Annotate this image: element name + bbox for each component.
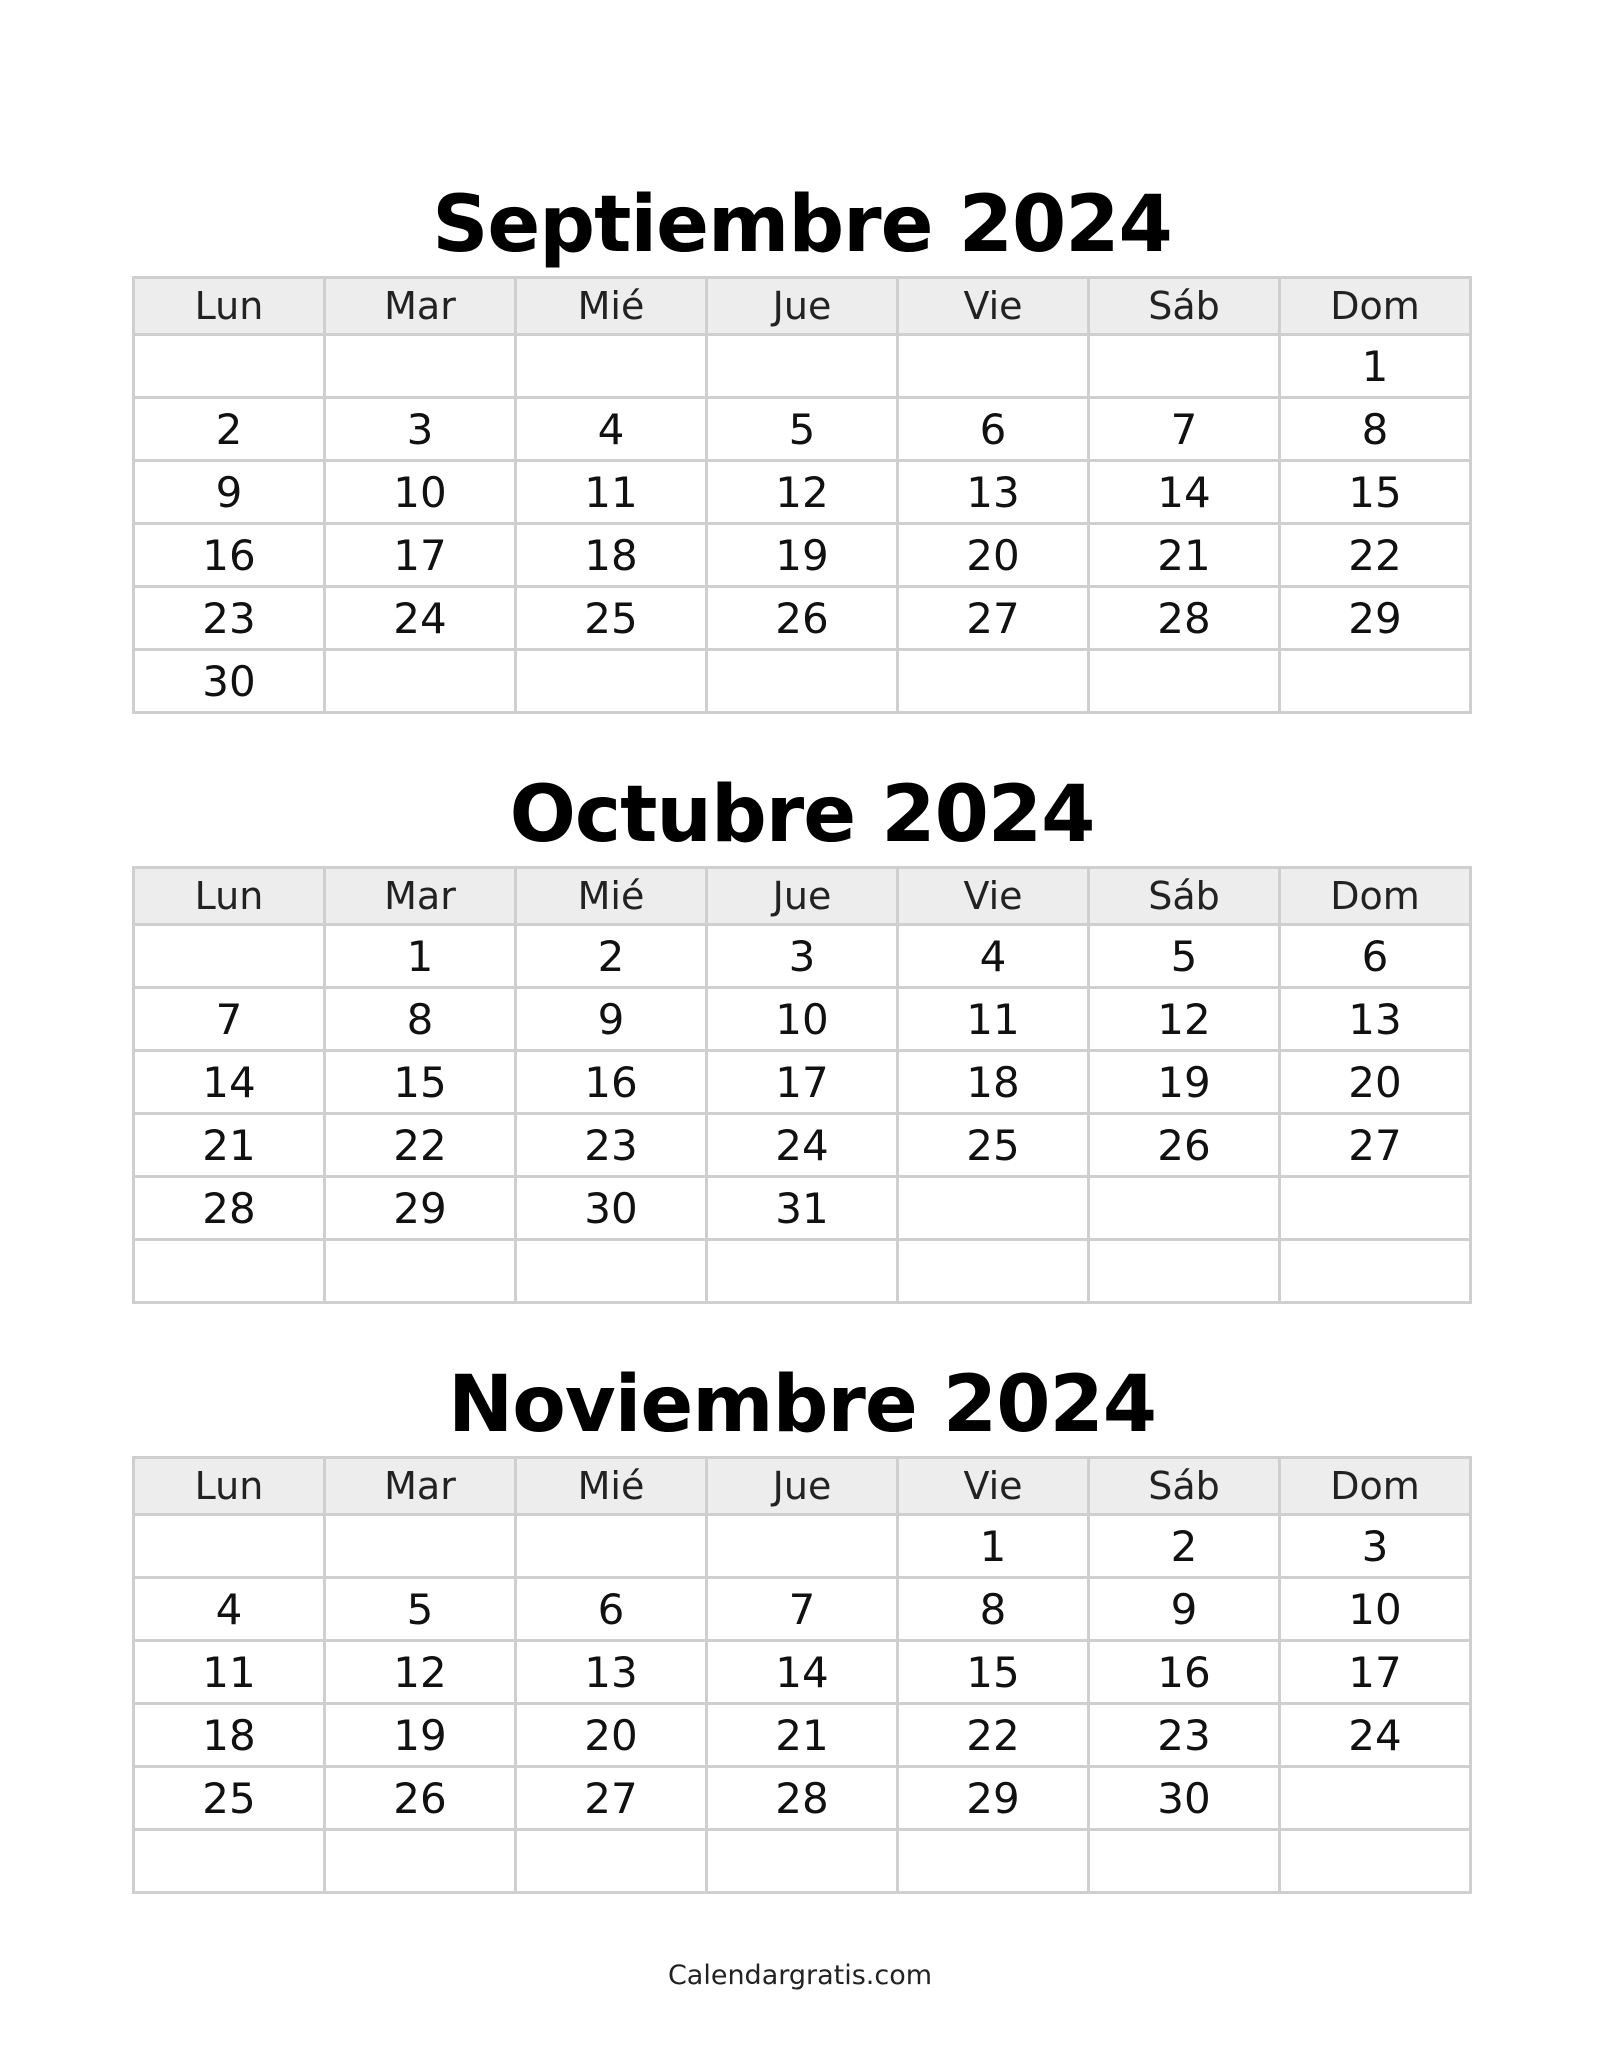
week-row — [134, 1240, 1471, 1303]
day-cell — [1089, 1830, 1280, 1893]
weekday-header: Mié — [516, 278, 707, 335]
day-cell: 19 — [707, 524, 898, 587]
day-cell: 8 — [325, 988, 516, 1051]
weekday-header: Lun — [134, 278, 325, 335]
day-cell — [707, 1515, 898, 1578]
weekday-header-row — [134, 278, 1471, 335]
day-cell: 24 — [1280, 1704, 1471, 1767]
weekday-header: Mié — [516, 868, 707, 925]
weekday-header: Lun — [134, 868, 325, 925]
day-cell — [134, 335, 325, 398]
day-cell: 28 — [1089, 587, 1280, 650]
week-row — [134, 925, 1471, 988]
day-cell — [1280, 650, 1471, 713]
day-cell: 14 — [134, 1051, 325, 1114]
day-cell — [516, 1515, 707, 1578]
day-cell — [707, 1240, 898, 1303]
day-cell: 26 — [1089, 1114, 1280, 1177]
day-cell — [516, 1830, 707, 1893]
footer-site-name: Calendargratis.com — [667, 1960, 933, 1991]
day-cell: 30 — [1089, 1767, 1280, 1830]
week-row — [134, 988, 1471, 1051]
weekday-header: Sáb — [1089, 1458, 1280, 1515]
day-cell: 3 — [707, 925, 898, 988]
day-cell — [898, 1177, 1089, 1240]
day-cell: 18 — [898, 1051, 1089, 1114]
day-cell: 5 — [707, 398, 898, 461]
week-row — [134, 524, 1471, 587]
week-row — [134, 335, 1471, 398]
day-cell: 6 — [1280, 925, 1471, 988]
day-cell: 6 — [898, 398, 1089, 461]
day-cell — [516, 335, 707, 398]
day-cell: 15 — [898, 1641, 1089, 1704]
day-cell: 5 — [1089, 925, 1280, 988]
day-cell: 23 — [134, 587, 325, 650]
day-cell: 22 — [898, 1704, 1089, 1767]
day-cell — [707, 335, 898, 398]
day-cell: 17 — [1280, 1641, 1471, 1704]
day-cell: 13 — [898, 461, 1089, 524]
day-cell — [898, 650, 1089, 713]
day-cell — [325, 335, 516, 398]
day-cell: 13 — [1280, 988, 1471, 1051]
day-cell: 28 — [707, 1767, 898, 1830]
day-cell — [325, 1240, 516, 1303]
day-cell: 18 — [516, 524, 707, 587]
day-cell — [516, 650, 707, 713]
day-cell: 3 — [325, 398, 516, 461]
weekday-header: Sáb — [1089, 868, 1280, 925]
day-cell: 16 — [516, 1051, 707, 1114]
day-cell: 4 — [134, 1578, 325, 1641]
day-cell: 5 — [325, 1578, 516, 1641]
weekday-header: Vie — [898, 278, 1089, 335]
week-row — [134, 1767, 1471, 1830]
month-title: Octubre 2024 — [509, 770, 1095, 860]
weekday-header: Lun — [134, 1458, 325, 1515]
day-cell: 11 — [134, 1641, 325, 1704]
weekday-header: Mar — [325, 1458, 516, 1515]
month-title: Noviembre 2024 — [447, 1360, 1157, 1450]
day-cell: 22 — [1280, 524, 1471, 587]
weekday-header: Dom — [1280, 1458, 1471, 1515]
weekday-header: Mar — [325, 868, 516, 925]
day-cell: 25 — [134, 1767, 325, 1830]
day-cell: 13 — [516, 1641, 707, 1704]
day-cell: 11 — [898, 988, 1089, 1051]
week-row — [134, 1515, 1471, 1578]
day-cell — [134, 1830, 325, 1893]
day-cell — [325, 650, 516, 713]
day-cell: 29 — [1280, 587, 1471, 650]
day-cell: 27 — [1280, 1114, 1471, 1177]
week-row — [134, 587, 1471, 650]
month-title: Septiembre 2024 — [432, 180, 1172, 270]
day-cell: 27 — [898, 587, 1089, 650]
day-cell: 4 — [898, 925, 1089, 988]
day-cell — [707, 1830, 898, 1893]
day-cell: 16 — [1089, 1641, 1280, 1704]
day-cell: 23 — [516, 1114, 707, 1177]
day-cell — [1089, 1177, 1280, 1240]
day-cell: 7 — [707, 1578, 898, 1641]
day-cell: 17 — [325, 524, 516, 587]
day-cell: 4 — [516, 398, 707, 461]
month-grid — [132, 276, 1472, 714]
day-cell: 30 — [516, 1177, 707, 1240]
day-cell: 11 — [516, 461, 707, 524]
day-cell: 9 — [134, 461, 325, 524]
day-cell: 8 — [1280, 398, 1471, 461]
day-cell: 26 — [707, 587, 898, 650]
day-cell: 12 — [325, 1641, 516, 1704]
day-cell — [516, 1240, 707, 1303]
week-row — [134, 1051, 1471, 1114]
week-row — [134, 1114, 1471, 1177]
day-cell: 12 — [707, 461, 898, 524]
day-cell — [1089, 1240, 1280, 1303]
day-cell — [134, 1515, 325, 1578]
day-cell: 2 — [1089, 1515, 1280, 1578]
day-cell: 18 — [134, 1704, 325, 1767]
day-cell: 21 — [134, 1114, 325, 1177]
day-cell: 19 — [1089, 1051, 1280, 1114]
weekday-header: Dom — [1280, 868, 1471, 925]
week-row — [134, 650, 1471, 713]
day-cell: 9 — [1089, 1578, 1280, 1641]
day-cell: 8 — [898, 1578, 1089, 1641]
day-cell — [898, 335, 1089, 398]
weekday-header-row — [134, 868, 1471, 925]
day-cell — [1280, 1830, 1471, 1893]
day-cell — [325, 1830, 516, 1893]
day-cell: 14 — [707, 1641, 898, 1704]
day-cell: 20 — [1280, 1051, 1471, 1114]
weekday-header: Jue — [707, 868, 898, 925]
weekday-header-row — [134, 1458, 1471, 1515]
weekday-header: Vie — [898, 1458, 1089, 1515]
day-cell — [325, 1515, 516, 1578]
day-cell — [898, 1240, 1089, 1303]
day-cell: 15 — [325, 1051, 516, 1114]
weekday-header: Dom — [1280, 278, 1471, 335]
weekday-header: Jue — [707, 1458, 898, 1515]
day-cell: 31 — [707, 1177, 898, 1240]
weekday-header: Jue — [707, 278, 898, 335]
day-cell — [707, 650, 898, 713]
week-row — [134, 1830, 1471, 1893]
day-cell: 20 — [898, 524, 1089, 587]
day-cell: 7 — [1089, 398, 1280, 461]
day-cell: 21 — [707, 1704, 898, 1767]
day-cell: 25 — [898, 1114, 1089, 1177]
weekday-header: Mar — [325, 278, 516, 335]
week-row — [134, 1578, 1471, 1641]
day-cell: 17 — [707, 1051, 898, 1114]
day-cell: 24 — [325, 587, 516, 650]
weekday-header: Sáb — [1089, 278, 1280, 335]
week-row — [134, 398, 1471, 461]
day-cell: 1 — [898, 1515, 1089, 1578]
day-cell: 10 — [707, 988, 898, 1051]
day-cell: 26 — [325, 1767, 516, 1830]
day-cell: 15 — [1280, 461, 1471, 524]
day-cell: 20 — [516, 1704, 707, 1767]
day-cell — [134, 1240, 325, 1303]
day-cell — [898, 1830, 1089, 1893]
day-cell: 7 — [134, 988, 325, 1051]
day-cell: 24 — [707, 1114, 898, 1177]
weekday-header: Mié — [516, 1458, 707, 1515]
day-cell — [134, 925, 325, 988]
day-cell: 28 — [134, 1177, 325, 1240]
day-cell: 1 — [325, 925, 516, 988]
day-cell: 19 — [325, 1704, 516, 1767]
day-cell: 10 — [1280, 1578, 1471, 1641]
day-cell: 22 — [325, 1114, 516, 1177]
day-cell: 16 — [134, 524, 325, 587]
day-cell: 3 — [1280, 1515, 1471, 1578]
day-cell: 12 — [1089, 988, 1280, 1051]
day-cell: 10 — [325, 461, 516, 524]
month-grid — [132, 1456, 1472, 1894]
day-cell: 29 — [325, 1177, 516, 1240]
day-cell — [1280, 1240, 1471, 1303]
day-cell: 27 — [516, 1767, 707, 1830]
week-row — [134, 1177, 1471, 1240]
day-cell: 23 — [1089, 1704, 1280, 1767]
day-cell: 1 — [1280, 335, 1471, 398]
week-row — [134, 1641, 1471, 1704]
day-cell: 2 — [516, 925, 707, 988]
week-row — [134, 461, 1471, 524]
day-cell — [1280, 1767, 1471, 1830]
day-cell: 25 — [516, 587, 707, 650]
day-cell — [1280, 1177, 1471, 1240]
weekday-header: Vie — [898, 868, 1089, 925]
day-cell: 6 — [516, 1578, 707, 1641]
month-grid — [132, 866, 1472, 1304]
day-cell: 14 — [1089, 461, 1280, 524]
day-cell: 21 — [1089, 524, 1280, 587]
day-cell: 29 — [898, 1767, 1089, 1830]
day-cell: 2 — [134, 398, 325, 461]
day-cell: 9 — [516, 988, 707, 1051]
day-cell — [1089, 335, 1280, 398]
day-cell: 30 — [134, 650, 325, 713]
week-row — [134, 1704, 1471, 1767]
day-cell — [1089, 650, 1280, 713]
